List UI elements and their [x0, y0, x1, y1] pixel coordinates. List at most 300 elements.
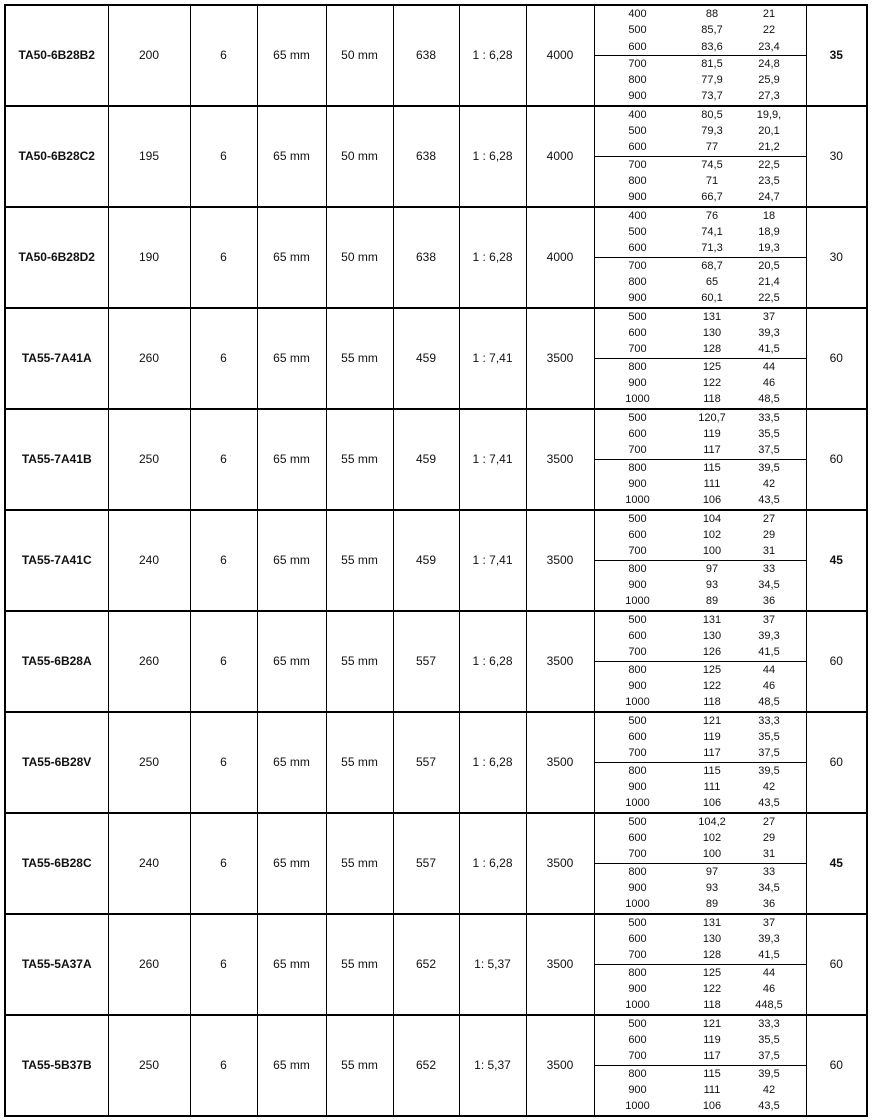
rpm-value: 700: [595, 442, 653, 459]
rpm-value: 700: [628, 57, 647, 70]
torque-value: 85,7: [701, 24, 723, 37]
rpm-value: 600: [595, 39, 653, 56]
performance-row: [595, 846, 807, 863]
performance-cell: [594, 712, 806, 813]
rpm-value: 900: [628, 781, 647, 794]
torque-value: 131: [702, 310, 722, 323]
torque-value: 125: [702, 360, 722, 373]
rpm-max-cell: 3500: [526, 611, 594, 712]
torque-value: 93: [705, 579, 719, 592]
torque-value: 106: [702, 1100, 722, 1113]
dimension-cell: 55 mm: [326, 712, 393, 813]
power-value: 39,3: [758, 933, 780, 946]
torque-value: 125: [702, 663, 722, 676]
power-value: 21,2: [727, 139, 807, 156]
power-value: 43,5: [758, 797, 780, 810]
table-row: [5, 5, 867, 106]
rpm-value: 800: [628, 663, 647, 676]
rpm-max-cell: 3500: [526, 914, 594, 1015]
dimension-cell: 65 mm: [257, 813, 326, 914]
torque-value: 118: [703, 696, 721, 709]
performance-row: [595, 1065, 807, 1082]
rpm-value: 1000: [625, 696, 650, 709]
dimension-cell: 65 mm: [257, 308, 326, 409]
model-cell: TA55-5B37B: [5, 1015, 108, 1116]
power-value: 34,5: [758, 882, 780, 895]
dimension-cell: 65 mm: [257, 1015, 326, 1116]
power-value: 41,5: [727, 644, 807, 661]
power-value: 36: [762, 898, 776, 911]
value-cell: 557: [393, 813, 459, 914]
dimension-cell: 65 mm: [257, 207, 326, 308]
rpm-value: 1000: [625, 1100, 650, 1113]
power-value: 39,3: [758, 630, 780, 643]
power-value: 37,5: [727, 442, 807, 459]
torque-value: 100: [653, 543, 727, 560]
performance-row: [595, 779, 807, 795]
performance-subtable: [595, 713, 807, 812]
value-cell: 200: [108, 5, 190, 106]
power-value: 36: [762, 595, 776, 608]
performance-row: [595, 947, 807, 964]
torque-value: 115: [703, 764, 721, 777]
power-cell: 30: [806, 106, 867, 207]
power-value: 41,5: [727, 947, 807, 964]
performance-row: [595, 107, 807, 123]
ratio-cell: 1 : 7,41: [459, 308, 526, 409]
performance-row: [595, 22, 807, 38]
performance-row: [595, 612, 807, 628]
power-value: 18,9: [758, 226, 780, 239]
dimension-cell: 55 mm: [326, 308, 393, 409]
performance-row: [595, 189, 807, 205]
rpm-value: 700: [595, 341, 653, 358]
rpm-value: 900: [628, 983, 647, 996]
power-cell: 60: [806, 409, 867, 510]
performance-row: [595, 72, 807, 88]
power-value: 48,5: [758, 393, 780, 406]
rpm-value: 600: [628, 832, 647, 845]
rpm-value: 500: [628, 310, 647, 323]
rpm-max-cell: 4000: [526, 5, 594, 106]
performance-cell: [594, 510, 806, 611]
torque-value: 122: [702, 680, 722, 693]
value-cell: 250: [108, 409, 190, 510]
power-value: 21: [762, 8, 776, 20]
power-value: 33,3: [758, 714, 780, 727]
rpm-value: 600: [628, 933, 647, 946]
torque-value: 121: [702, 1017, 722, 1030]
performance-row: [595, 492, 807, 508]
dimension-cell: 65 mm: [257, 611, 326, 712]
value-cell: 195: [108, 106, 190, 207]
torque-value: 76: [705, 209, 719, 222]
torque-value: 120,7: [698, 411, 726, 424]
torque-value: 106: [702, 494, 722, 507]
power-value: 27: [762, 815, 776, 828]
power-value: 37: [762, 916, 776, 929]
dimension-cell: 55 mm: [326, 1015, 393, 1116]
power-value: 33: [762, 562, 776, 575]
torque-value: 97: [705, 562, 719, 575]
rpm-value: 500: [628, 714, 647, 727]
table-row: [5, 409, 867, 510]
performance-row: [595, 527, 807, 543]
rpm-value: 700: [595, 745, 653, 762]
rpm-value: 900: [628, 1084, 647, 1097]
table-row: [5, 813, 867, 914]
torque-value: 111: [703, 478, 721, 491]
power-value: 41,5: [727, 341, 807, 358]
dimension-cell: 65 mm: [257, 5, 326, 106]
value-cell: 260: [108, 914, 190, 1015]
model-cell: TA50-6B28D2: [5, 207, 108, 308]
value-cell: 638: [393, 5, 459, 106]
performance-row: [595, 1048, 807, 1065]
performance-row: [595, 1098, 807, 1114]
performance-row: [595, 476, 807, 492]
ratio-cell: 1 : 7,41: [459, 409, 526, 510]
performance-row: [595, 931, 807, 947]
torque-value: 125: [702, 966, 722, 979]
power-value: 39,5: [758, 1067, 780, 1080]
power-value: 35,5: [758, 1034, 780, 1047]
performance-cell: [594, 308, 806, 409]
power-cell: 35: [806, 5, 867, 106]
table-row: [5, 308, 867, 409]
performance-row: [595, 88, 807, 104]
model-cell: TA55-6B28A: [5, 611, 108, 712]
value-cell: 6: [190, 106, 257, 207]
power-value: 27,3: [758, 90, 780, 103]
torque-value: 74,1: [701, 226, 723, 239]
table-row: [5, 611, 867, 712]
rpm-value: 400: [628, 8, 647, 20]
power-value: 44: [762, 663, 776, 676]
power-value: 46: [762, 377, 776, 390]
torque-value: 104: [702, 512, 722, 525]
performance-cell: [594, 106, 806, 207]
power-value: 37,5: [727, 1048, 807, 1065]
power-value: 33: [762, 865, 776, 878]
performance-row: [595, 896, 807, 912]
power-cell: 45: [806, 813, 867, 914]
power-value: 39,3: [758, 327, 780, 340]
rpm-value: 800: [628, 175, 647, 188]
power-value: 31: [727, 846, 807, 863]
rpm-value: 500: [628, 815, 647, 828]
torque-value: 77: [653, 139, 727, 156]
dimension-cell: 65 mm: [257, 106, 326, 207]
torque-value: 93: [705, 882, 719, 895]
torque-value: 68,7: [701, 259, 723, 272]
torque-value: 74,5: [701, 158, 723, 171]
value-cell: 6: [190, 712, 257, 813]
power-value: 31: [727, 543, 807, 560]
rpm-value: 500: [628, 226, 647, 239]
rpm-value: 900: [628, 292, 647, 305]
torque-value: 111: [703, 1084, 721, 1097]
power-cell: 60: [806, 611, 867, 712]
dimension-cell: 65 mm: [257, 914, 326, 1015]
torque-value: 71: [705, 175, 719, 188]
power-value: 33,5: [758, 411, 780, 424]
rpm-value: 400: [628, 209, 647, 222]
power-value: 42: [762, 478, 776, 491]
rpm-value: 700: [628, 158, 647, 171]
rpm-value: 600: [628, 731, 647, 744]
rpm-max-cell: 4000: [526, 207, 594, 308]
rpm-value: 1000: [625, 393, 650, 406]
performance-row: [595, 55, 807, 72]
rpm-value: 500: [628, 1017, 647, 1030]
power-value: 44: [762, 966, 776, 979]
table-row: [5, 106, 867, 207]
performance-subtable: [595, 1016, 807, 1115]
value-cell: 6: [190, 5, 257, 106]
rpm-value: 500: [628, 613, 647, 626]
performance-row: [595, 240, 807, 257]
dimension-cell: 55 mm: [326, 409, 393, 510]
rpm-value: 900: [628, 680, 647, 693]
power-value: 22: [762, 24, 776, 37]
power-value: 34,5: [758, 579, 780, 592]
performance-row: [595, 745, 807, 762]
torque-value: 117: [653, 1048, 727, 1065]
torque-value: 117: [653, 745, 727, 762]
model-cell: TA55-7A41C: [5, 510, 108, 611]
rpm-max-cell: 4000: [526, 106, 594, 207]
torque-value: 131: [702, 613, 722, 626]
rpm-value: 500: [628, 512, 647, 525]
rpm-max-cell: 3500: [526, 813, 594, 914]
ratio-cell: 1: 5,37: [459, 1015, 526, 1116]
power-value: 39,5: [758, 461, 780, 474]
table-row: [5, 712, 867, 813]
performance-row: [595, 459, 807, 476]
power-value: 27: [762, 512, 776, 525]
rpm-value: 800: [628, 461, 647, 474]
dimension-cell: 65 mm: [257, 712, 326, 813]
rpm-value: 600: [628, 529, 647, 542]
dimension-cell: 65 mm: [257, 409, 326, 510]
performance-row: [595, 560, 807, 577]
model-cell: TA50-6B28C2: [5, 106, 108, 207]
performance-row: [595, 628, 807, 644]
rpm-value: 400: [628, 108, 647, 121]
rpm-value: 700: [595, 947, 653, 964]
ratio-cell: 1 : 6,28: [459, 611, 526, 712]
rpm-value: 900: [628, 478, 647, 491]
torque-value: 128: [653, 947, 727, 964]
torque-value: 118: [703, 393, 721, 406]
performance-row: [595, 341, 807, 358]
performance-cell: [594, 207, 806, 308]
power-value: 22,5: [758, 158, 780, 171]
performance-row: [595, 964, 807, 981]
value-cell: 260: [108, 308, 190, 409]
rpm-value: 800: [628, 764, 647, 777]
rpm-value: 800: [628, 562, 647, 575]
ratio-cell: 1 : 6,28: [459, 106, 526, 207]
torque-value: 130: [702, 630, 722, 643]
torque-value: 71,3: [653, 240, 727, 257]
torque-value: 65: [705, 276, 719, 289]
power-cell: 60: [806, 1015, 867, 1116]
performance-subtable: [595, 6, 807, 105]
power-value: 25,9: [758, 74, 780, 87]
rpm-value: 1000: [625, 494, 650, 507]
power-value: 37: [762, 613, 776, 626]
performance-row: [595, 1082, 807, 1098]
dimension-cell: 50 mm: [326, 5, 393, 106]
rpm-value: 800: [628, 966, 647, 979]
performance-row: [595, 678, 807, 694]
table-row: [5, 1015, 867, 1116]
performance-row: [595, 442, 807, 459]
dimension-cell: 55 mm: [326, 611, 393, 712]
torque-value: 130: [702, 327, 722, 340]
torque-value: 66,7: [701, 191, 723, 204]
rpm-value: 600: [628, 630, 647, 643]
performance-row: [595, 208, 807, 224]
value-cell: 6: [190, 409, 257, 510]
rpm-value: 500: [628, 125, 647, 138]
torque-value: 73,7: [701, 90, 723, 103]
ratio-cell: 1 : 6,28: [459, 712, 526, 813]
performance-row: [595, 577, 807, 593]
value-cell: 6: [190, 510, 257, 611]
rpm-value: 900: [628, 191, 647, 204]
torque-value: 126: [653, 644, 727, 661]
power-value: 35,5: [758, 731, 780, 744]
power-cell: 60: [806, 712, 867, 813]
ratio-cell: 1 : 6,28: [459, 5, 526, 106]
rpm-value: 900: [628, 90, 647, 103]
table-row: [5, 510, 867, 611]
performance-cell: [594, 611, 806, 712]
performance-row: [595, 543, 807, 560]
rpm-value: 1000: [625, 898, 650, 911]
performance-row: [595, 593, 807, 609]
performance-row: [595, 358, 807, 375]
performance-row: [595, 391, 807, 407]
performance-row: [595, 410, 807, 426]
torque-value: 80,5: [701, 108, 723, 121]
model-cell: TA55-6B28C: [5, 813, 108, 914]
performance-row: [595, 375, 807, 391]
rpm-value: 900: [628, 579, 647, 592]
value-cell: 6: [190, 813, 257, 914]
ratio-cell: 1 : 6,28: [459, 813, 526, 914]
performance-row: [595, 39, 807, 56]
rpm-max-cell: 3500: [526, 409, 594, 510]
model-cell: TA55-7A41B: [5, 409, 108, 510]
value-cell: 652: [393, 1015, 459, 1116]
rpm-value: 800: [628, 1067, 647, 1080]
performance-row: [595, 139, 807, 156]
performance-cell: [594, 1015, 806, 1116]
value-cell: 240: [108, 813, 190, 914]
torque-value: 115: [703, 1067, 721, 1080]
value-cell: 652: [393, 914, 459, 1015]
performance-subtable: [595, 208, 807, 307]
performance-row: [595, 224, 807, 240]
power-value: 37: [762, 310, 776, 323]
torque-value: 111: [703, 781, 721, 794]
rpm-value: 800: [628, 360, 647, 373]
power-cell: 60: [806, 308, 867, 409]
power-value: 39,5: [758, 764, 780, 777]
torque-value: 97: [705, 865, 719, 878]
model-cell: TA55-5A37A: [5, 914, 108, 1015]
rpm-value: 1000: [625, 595, 650, 608]
torque-value: 89: [705, 595, 719, 608]
value-cell: 459: [393, 510, 459, 611]
power-value: 46: [762, 680, 776, 693]
rpm-value: 700: [595, 1048, 653, 1065]
value-cell: 557: [393, 611, 459, 712]
rpm-value: 1000: [625, 797, 650, 810]
power-value: 24,7: [758, 191, 780, 204]
spec-table-body: [5, 5, 867, 1116]
rpm-value: 800: [628, 74, 647, 87]
power-value: 44: [762, 360, 776, 373]
performance-row: [595, 795, 807, 811]
performance-row: [595, 274, 807, 290]
power-cell: 60: [806, 914, 867, 1015]
power-value: 43,5: [758, 1100, 780, 1113]
torque-value: 122: [702, 983, 722, 996]
rpm-value: 800: [628, 276, 647, 289]
torque-value: 130: [702, 933, 722, 946]
rpm-value: 600: [628, 428, 647, 441]
power-value: 20,1: [758, 125, 780, 138]
rpm-max-cell: 3500: [526, 308, 594, 409]
torque-value: 79,3: [701, 125, 723, 138]
value-cell: 6: [190, 1015, 257, 1116]
rpm-value: 500: [628, 411, 647, 424]
power-value: 46: [762, 983, 776, 996]
rpm-value: 1000: [625, 999, 650, 1012]
performance-subtable: [595, 410, 807, 509]
ratio-cell: 1: 5,37: [459, 914, 526, 1015]
power-value: 448,5: [755, 999, 783, 1012]
performance-row: [595, 173, 807, 189]
torque-value: 117: [653, 442, 727, 459]
power-value: 23,4: [727, 39, 807, 56]
torque-value: 119: [703, 428, 721, 441]
performance-row: [595, 863, 807, 880]
rpm-max-cell: 3500: [526, 712, 594, 813]
model-cell: TA55-7A41A: [5, 308, 108, 409]
power-cell: 45: [806, 510, 867, 611]
torque-value: 102: [702, 529, 722, 542]
value-cell: 190: [108, 207, 190, 308]
rpm-value: 900: [628, 377, 647, 390]
torque-value: 89: [705, 898, 719, 911]
torque-value: 102: [702, 832, 722, 845]
rpm-value: 800: [628, 865, 647, 878]
rpm-value: 600: [628, 1034, 647, 1047]
dimension-cell: 55 mm: [326, 813, 393, 914]
performance-subtable: [595, 309, 807, 408]
value-cell: 638: [393, 106, 459, 207]
performance-row: [595, 880, 807, 896]
value-cell: 557: [393, 712, 459, 813]
power-value: 42: [762, 1084, 776, 1097]
torque-value: 100: [653, 846, 727, 863]
